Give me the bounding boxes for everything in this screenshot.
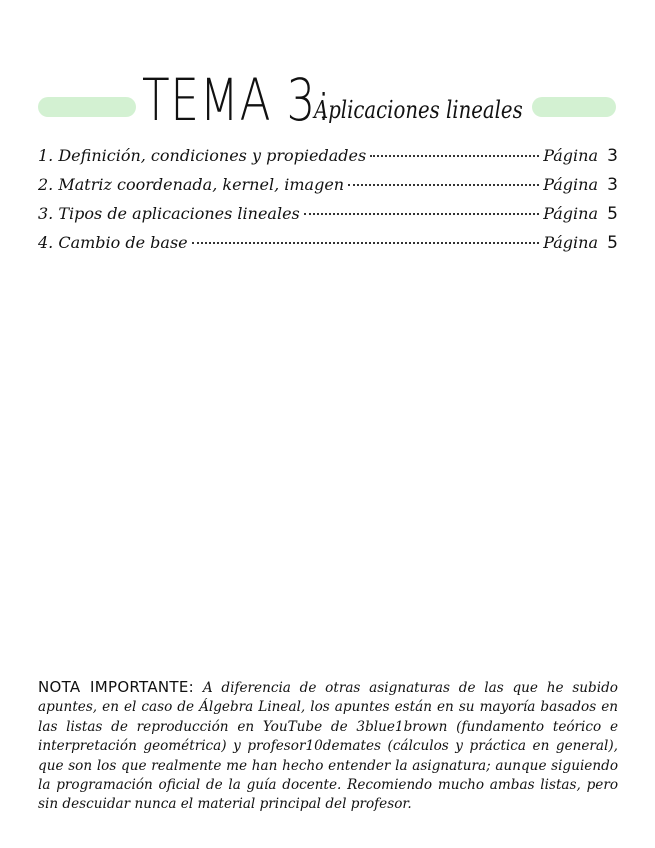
toc-leader-dots: [348, 184, 539, 186]
toc-row: [38, 146, 618, 175]
title-subtitle: Aplicaciones lineales: [314, 96, 523, 124]
toc-page-word: Página: [543, 233, 598, 252]
toc-label: 1. Definición, condiciones y propiedades: [38, 146, 367, 165]
toc-page-number: 5: [607, 233, 618, 253]
title-tema: TEMA 3:: [142, 66, 333, 134]
title-row: [38, 66, 618, 136]
toc-label: 2. Matriz coordenada, kernel, imagen: [38, 175, 345, 194]
important-note: [38, 678, 618, 815]
toc-row: [38, 175, 618, 204]
toc-leader-dots: [304, 213, 539, 215]
toc-page-number: 3: [607, 175, 618, 195]
highlight-bar-right: [532, 97, 616, 117]
toc-page-word: Página: [543, 204, 598, 223]
toc-page-number: 5: [607, 204, 618, 224]
toc-page-word: Página: [543, 175, 598, 194]
toc-label: 3. Tipos de aplicaciones lineales: [38, 204, 300, 223]
toc-leader-dots: [370, 155, 539, 157]
toc-page-word: Página: [543, 146, 598, 165]
toc-leader-dots: [192, 242, 540, 244]
note-body: A diferencia de otras asignaturas de las que he subido apuntes, en el caso de Álgebra Lineal, los apuntes están en su mayoría basados en las listas de reproducción en YouTube de 3blue1brown (fundamento teórico e interpretación geométrica) y profesor10demates (cálculos y práctica en general), que son los que realmente me han hecho entender la asignatura; aunque siguiendo la programación oficial de la guía docente. Recomiendo mucho ambas listas, pero sin descuidar nunca el material principal del profesor.: [38, 680, 618, 813]
table-of-contents: [38, 146, 618, 262]
note-heading: NOTA IMPORTANTE:: [38, 678, 195, 696]
toc-row: [38, 233, 618, 262]
toc-label: 4. Cambio de base: [38, 233, 188, 252]
toc-row: [38, 204, 618, 233]
page-title: [142, 66, 523, 134]
toc-page-number: 3: [607, 146, 618, 166]
highlight-bar-left: [38, 97, 136, 117]
